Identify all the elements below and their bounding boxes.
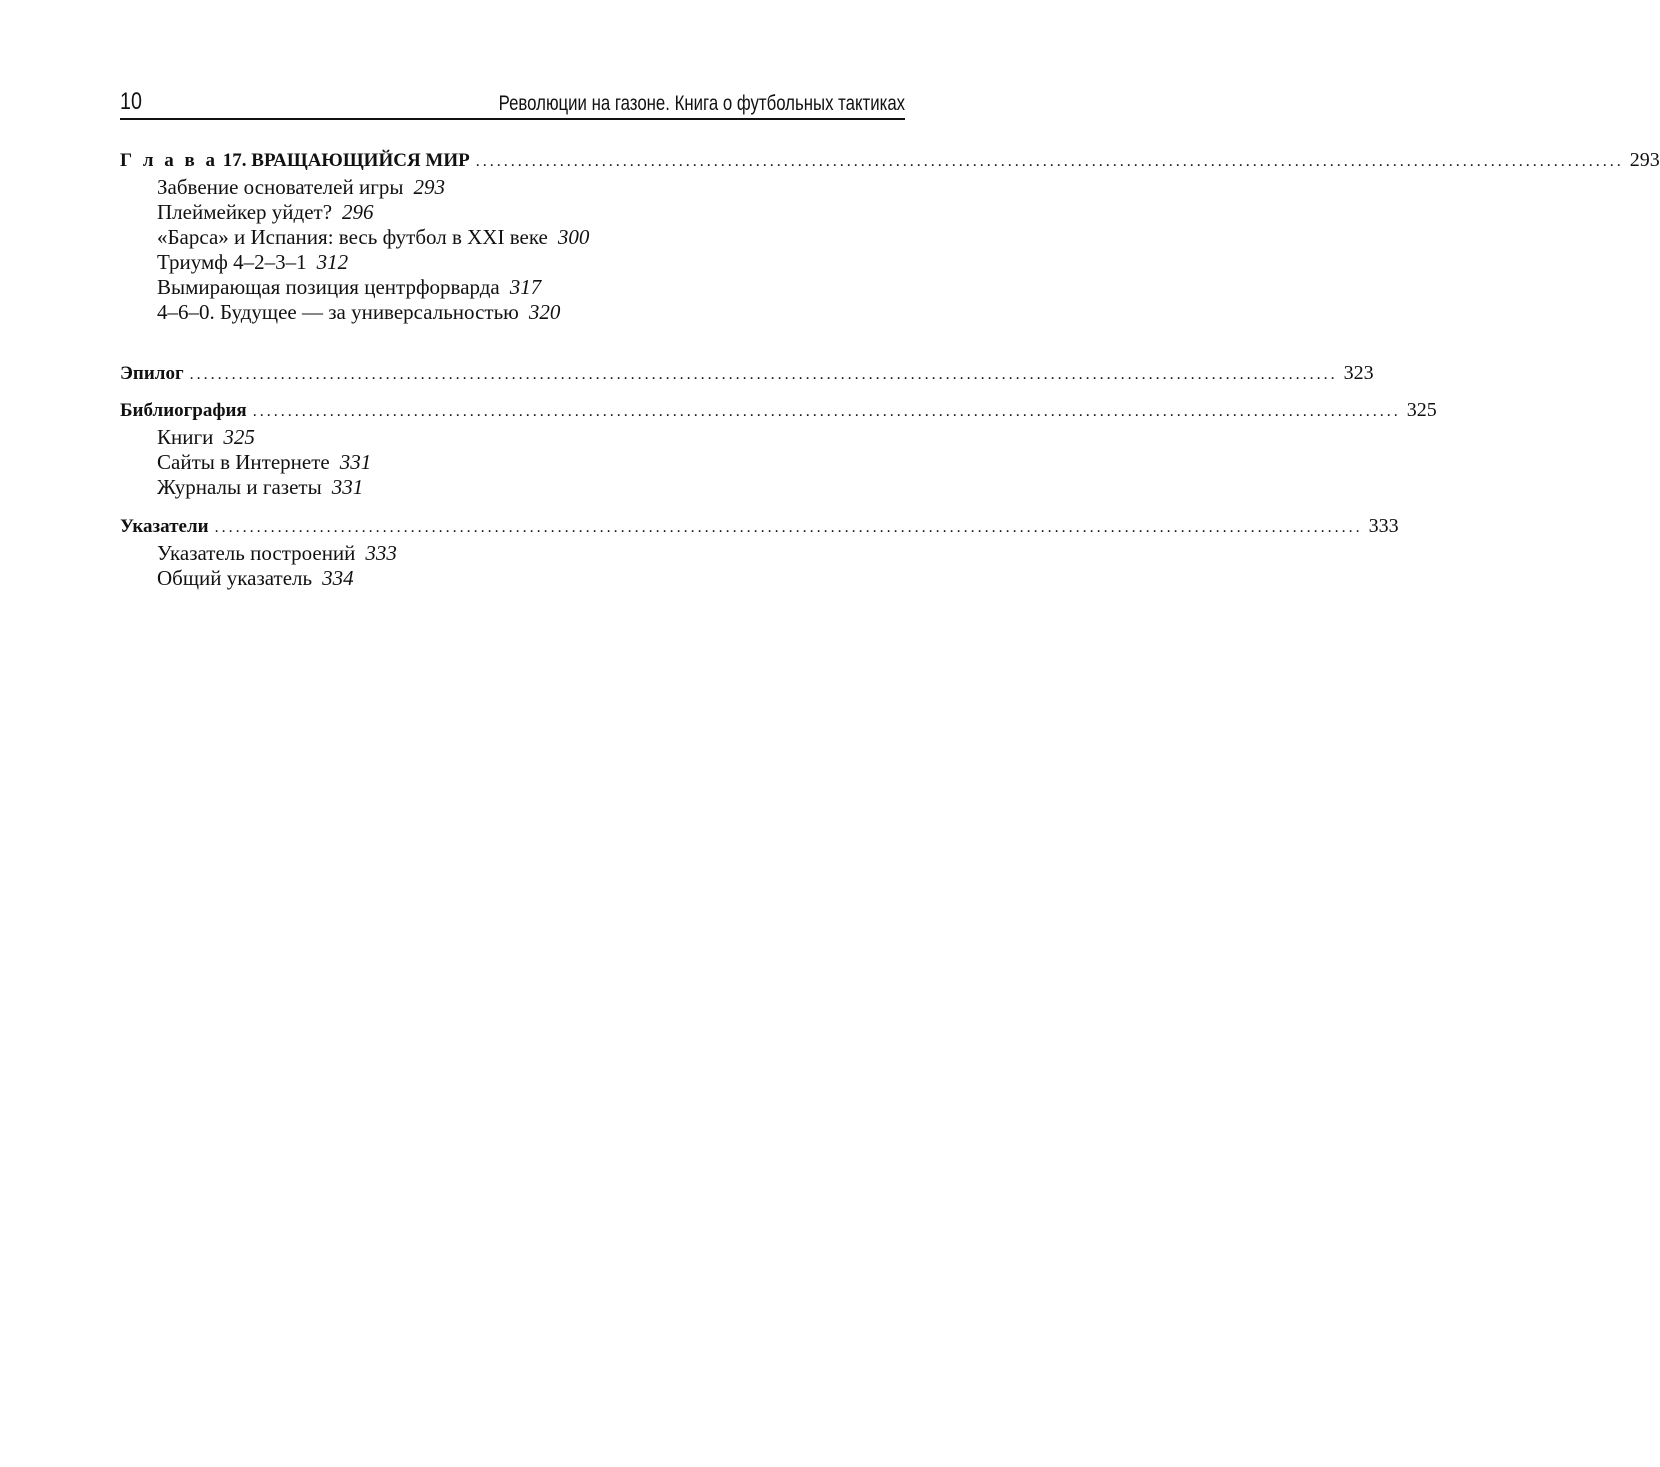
dot-leader: ....................................................................................................................................................................: [475, 153, 1624, 170]
toc-entry-indexes[interactable]: [120, 511, 1399, 541]
dot-leader: ....................................................................................................................................................................: [214, 519, 1363, 536]
toc-entry-bibliography[interactable]: [120, 395, 1437, 425]
subentry-page: 325: [223, 425, 255, 449]
subentry-page: 300: [557, 225, 590, 249]
toc-subentry[interactable]: [157, 300, 905, 325]
subentry-label: Общий указатель: [157, 566, 313, 590]
subentry-page: 293: [413, 175, 445, 199]
subentry-label: Сайты в Интернете: [157, 450, 330, 474]
toc-entry-title: Библиография: [120, 400, 247, 421]
toc-sublist: [120, 175, 905, 325]
toc-entry-page: 293: [1629, 149, 1660, 171]
subentry-page: 331: [339, 450, 372, 474]
toc-subentry[interactable]: [157, 475, 905, 500]
toc-entry-title: [120, 146, 470, 176]
subentry-label: Указатель построений: [157, 541, 356, 565]
toc-entry-chapter-17[interactable]: [120, 145, 1660, 175]
subentry-page: 333: [365, 541, 397, 565]
toc-entry-page: 333: [1368, 515, 1399, 537]
subentry-label: Забвение основателей игры: [157, 175, 404, 199]
subentry-page: 320: [528, 300, 561, 324]
subentry-label: Журналы и газеты: [157, 475, 322, 499]
subentry-label: «Барса» и Испания: весь футбол в XXI веке: [157, 225, 548, 249]
table-of-contents: [120, 145, 1660, 591]
toc-subentry[interactable]: [157, 250, 905, 275]
toc-entry-epilogue[interactable]: [120, 358, 1374, 388]
subentry-page: 296: [342, 200, 374, 224]
page-number: 10: [120, 88, 142, 115]
subentry-label: 4–6–0. Будущее — за универсальностью: [157, 300, 519, 324]
subentry-page: 317: [509, 275, 542, 299]
toc-sublist: [120, 541, 905, 591]
page-header: [120, 84, 905, 120]
toc-section-chapter-17: [120, 145, 1660, 325]
toc-section-epilogue: [120, 358, 1374, 388]
subentry-label: Книги: [157, 425, 214, 449]
toc-subentry[interactable]: [157, 566, 905, 591]
toc-subentry[interactable]: [157, 200, 905, 225]
chapter-prefix: Г л а в а: [120, 150, 219, 171]
toc-sublist: [120, 425, 905, 500]
toc-subentry[interactable]: [157, 275, 905, 300]
subentry-page: 331: [331, 475, 364, 499]
running-title: Революции на газоне. Книга о футбольных тактиках: [498, 92, 905, 115]
toc-subentry[interactable]: [157, 541, 905, 566]
toc-entry-title: Эпилог: [120, 363, 184, 384]
subentry-page: 312: [316, 250, 349, 274]
subentry-page: 334: [322, 566, 354, 590]
dot-leader: ....................................................................................................................................................................: [252, 403, 1401, 420]
toc-section-indexes: [120, 511, 1399, 591]
toc-subentry[interactable]: [157, 450, 905, 475]
toc-section-bibliography: [120, 395, 1437, 500]
subentry-label: Плеймейкер уйдет?: [157, 200, 333, 224]
subentry-label: Триумф 4–2–3–1: [157, 250, 307, 274]
toc-entry-page: 325: [1406, 399, 1437, 421]
toc-subentry[interactable]: [157, 175, 905, 200]
toc-entry-page: 323: [1343, 362, 1374, 384]
chapter-title: 17. ВРАЩАЮЩИЙСЯ МИР: [222, 150, 470, 171]
subentry-label: Вымирающая позиция центрфорварда: [157, 275, 500, 299]
toc-subentry[interactable]: [157, 425, 905, 450]
toc-entry-title: Указатели: [120, 516, 209, 537]
dot-leader: ....................................................................................................................................................................: [189, 366, 1338, 383]
toc-subentry[interactable]: [157, 225, 905, 250]
